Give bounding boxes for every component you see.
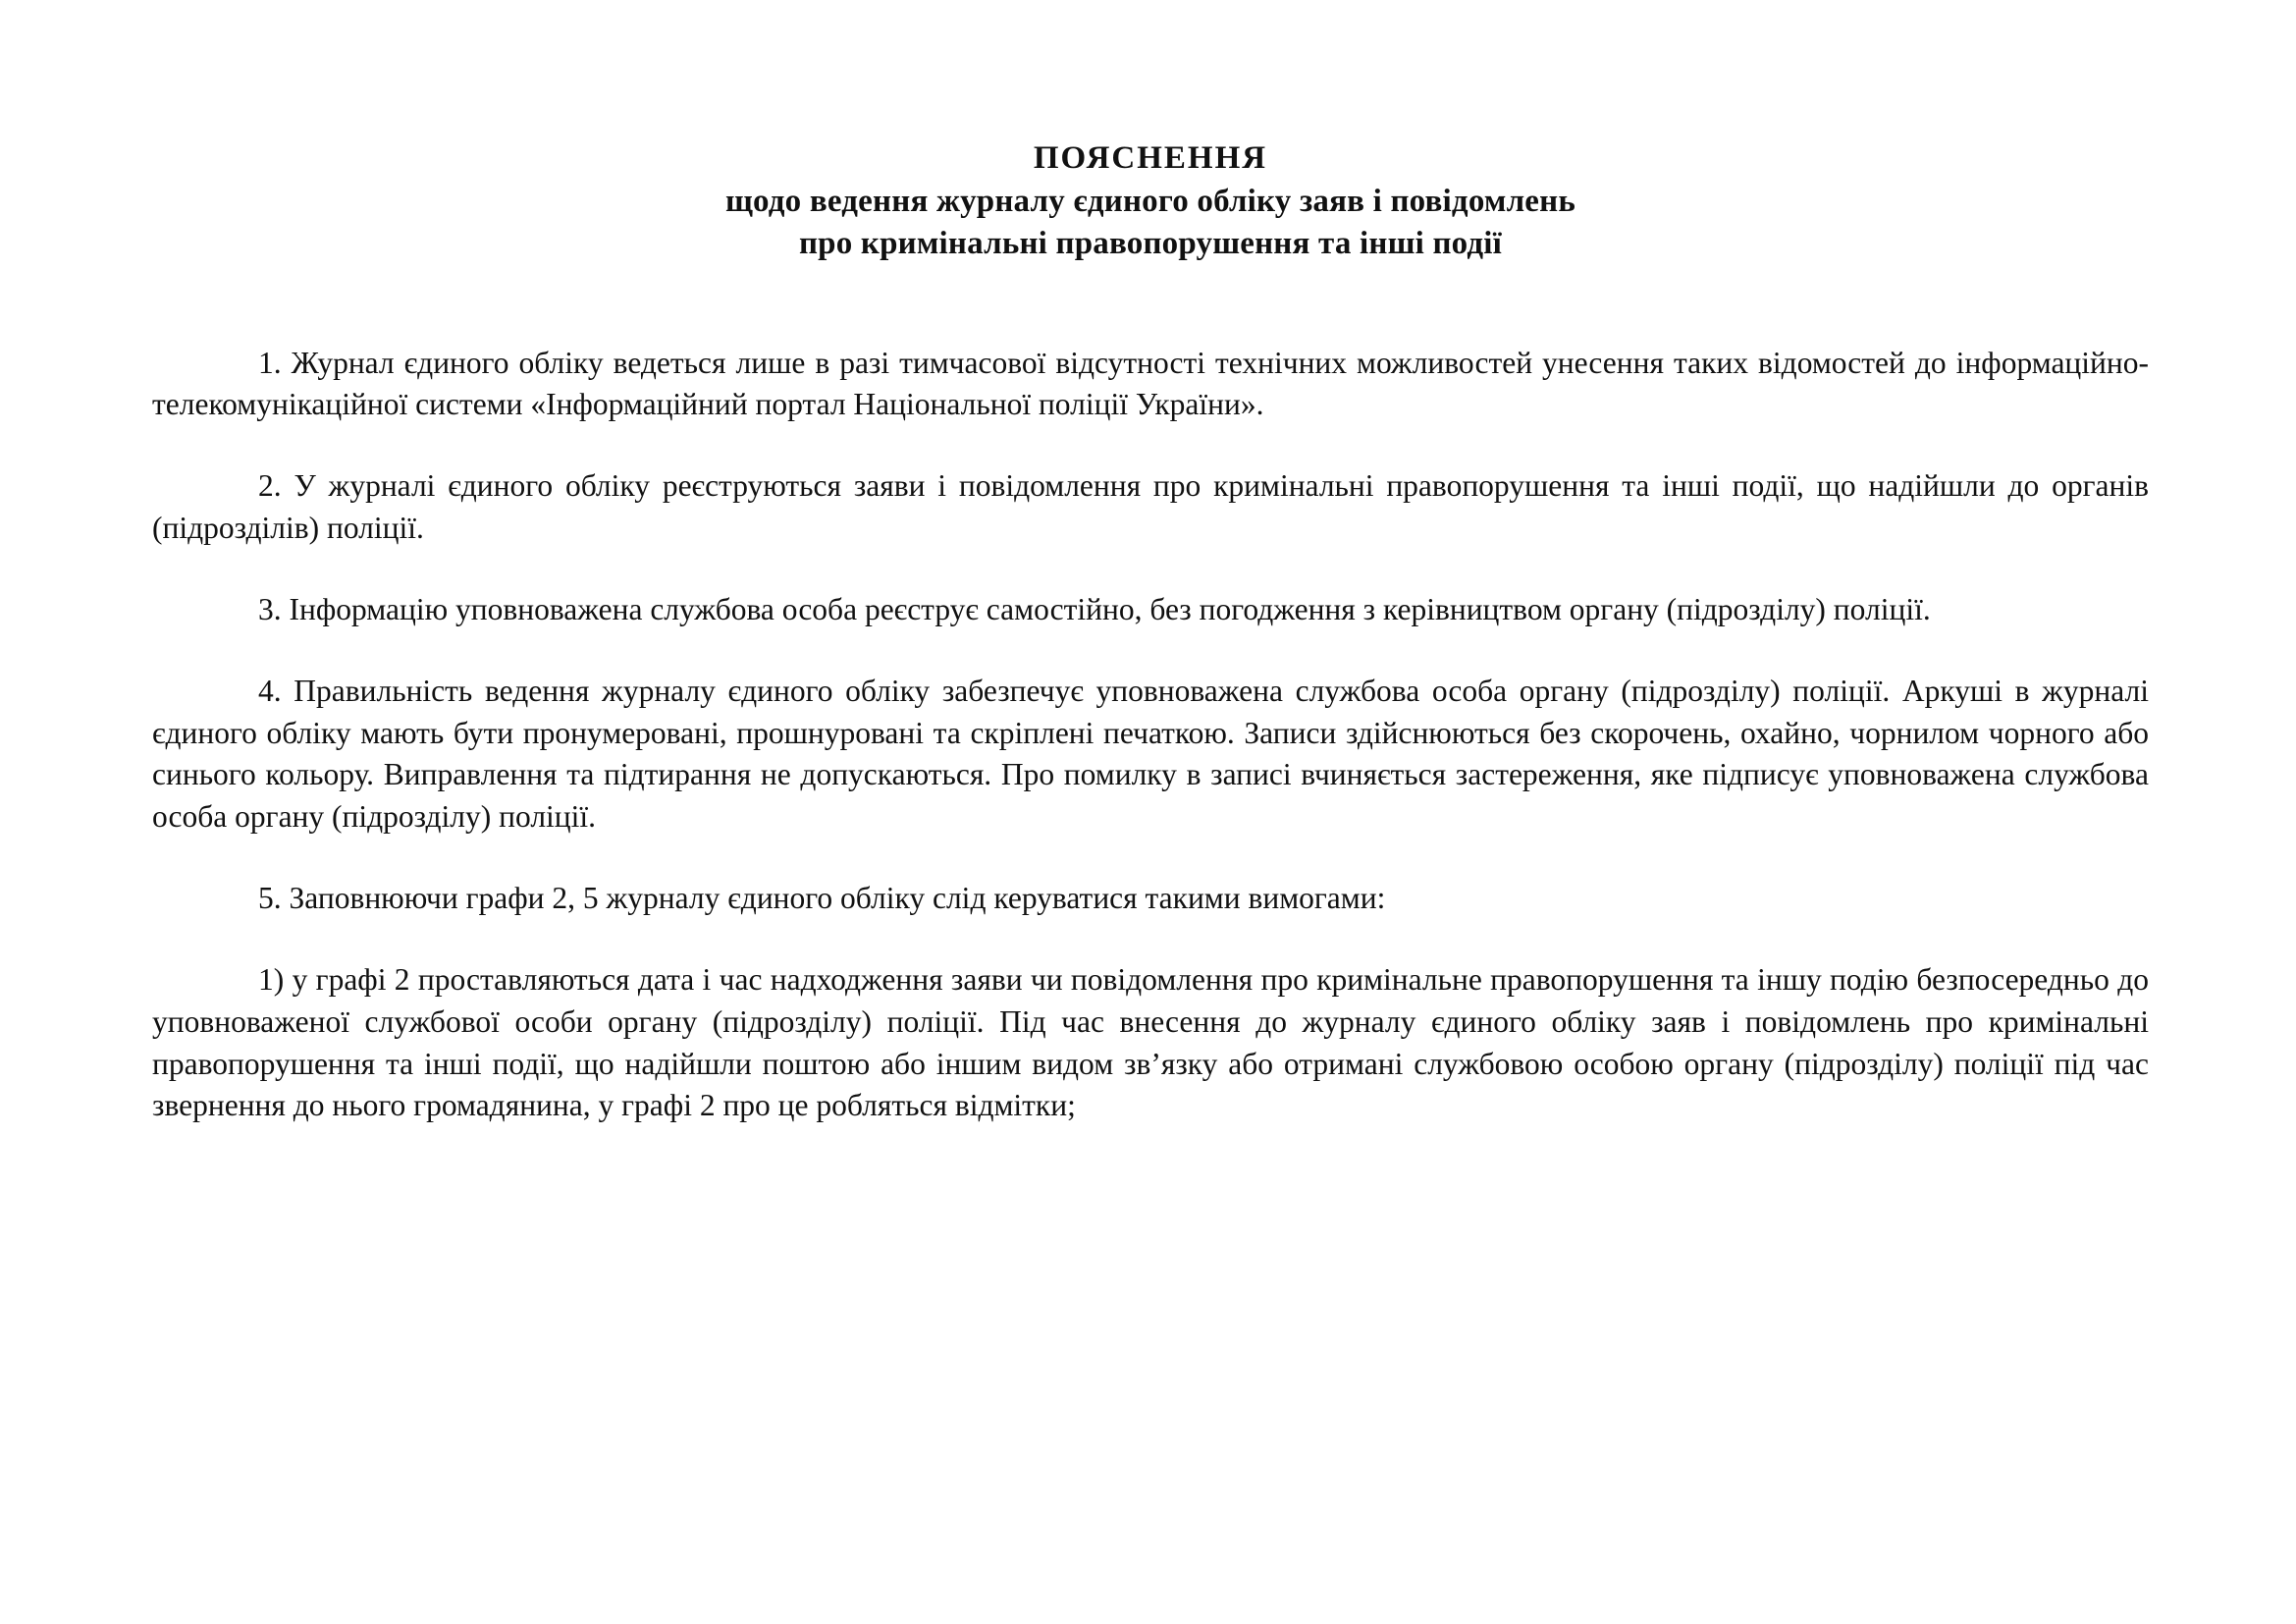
title-line-2: щодо ведення журналу єдиного обліку заяв і повідомлень bbox=[724, 183, 1575, 219]
paragraph-3: 3. Інформацію уповноважена службова особа реєструє самостійно, без погодження з керівництвом органу (підрозділу) поліції. bbox=[258, 591, 1931, 626]
paragraph-2: 2. У журналі єдиного обліку реєструються заяви і повідомлення про кримінальні правопорушення та інші події, що надійшли до органів (підрозділів) поліції. bbox=[152, 468, 2149, 546]
paragraph-1: 1. Журнал єдиного обліку ведеться лише в разі тимчасової відсутності технічних можливостей унесення таких відомостей до інформаційно-телекомунікаційної системи «Інформаційний портал Національної поліції України». bbox=[152, 345, 2149, 422]
title-line-3: про кримінальні правопорушення та інші події bbox=[798, 226, 1503, 262]
paragraph-5: 5. Заповнюючи графи 2, 5 журналу єдиного обліку слід керуватися такими вимогами: bbox=[258, 881, 1386, 916]
page-title bbox=[152, 137, 2149, 266]
paragraph-4: 4. Правильність ведення журналу єдиного обліку забезпечує уповноважена службова особа органу (підрозділу) поліції. Аркуші в журналі єдиного обліку мають бути пронумеровані, прошнуровані та скріплені печаткою. Записи здійснюються без скорочень, охайно, чорнилом чорного або синього кольору. Виправлення та підтирання не допускаються. Про помилку в записі вчиняється застереження, яке підписує уповноважена службова особа органу (підрозділу) поліції. bbox=[152, 673, 2149, 835]
paragraph-6: 1) у графі 2 проставляються дата і час надходження заяви чи повідомлення про кримінальне правопорушення та іншу подію безпосередньо до уповноваженої службової особи органу (підрозділу) поліції. Під час внесення до журналу єдиного обліку заяв і повідомлень про кримінальні правопорушення та інші події, що надійшли поштою або іншим видом зв’язку або отримані службовою особою органу (підрозділу) поліції під час звернення до нього громадянина, у графі 2 про це робляться відмітки; bbox=[152, 961, 2149, 1123]
document-body bbox=[152, 343, 2149, 1128]
title-line-1: ПОЯСНЕННЯ bbox=[1033, 140, 1268, 176]
